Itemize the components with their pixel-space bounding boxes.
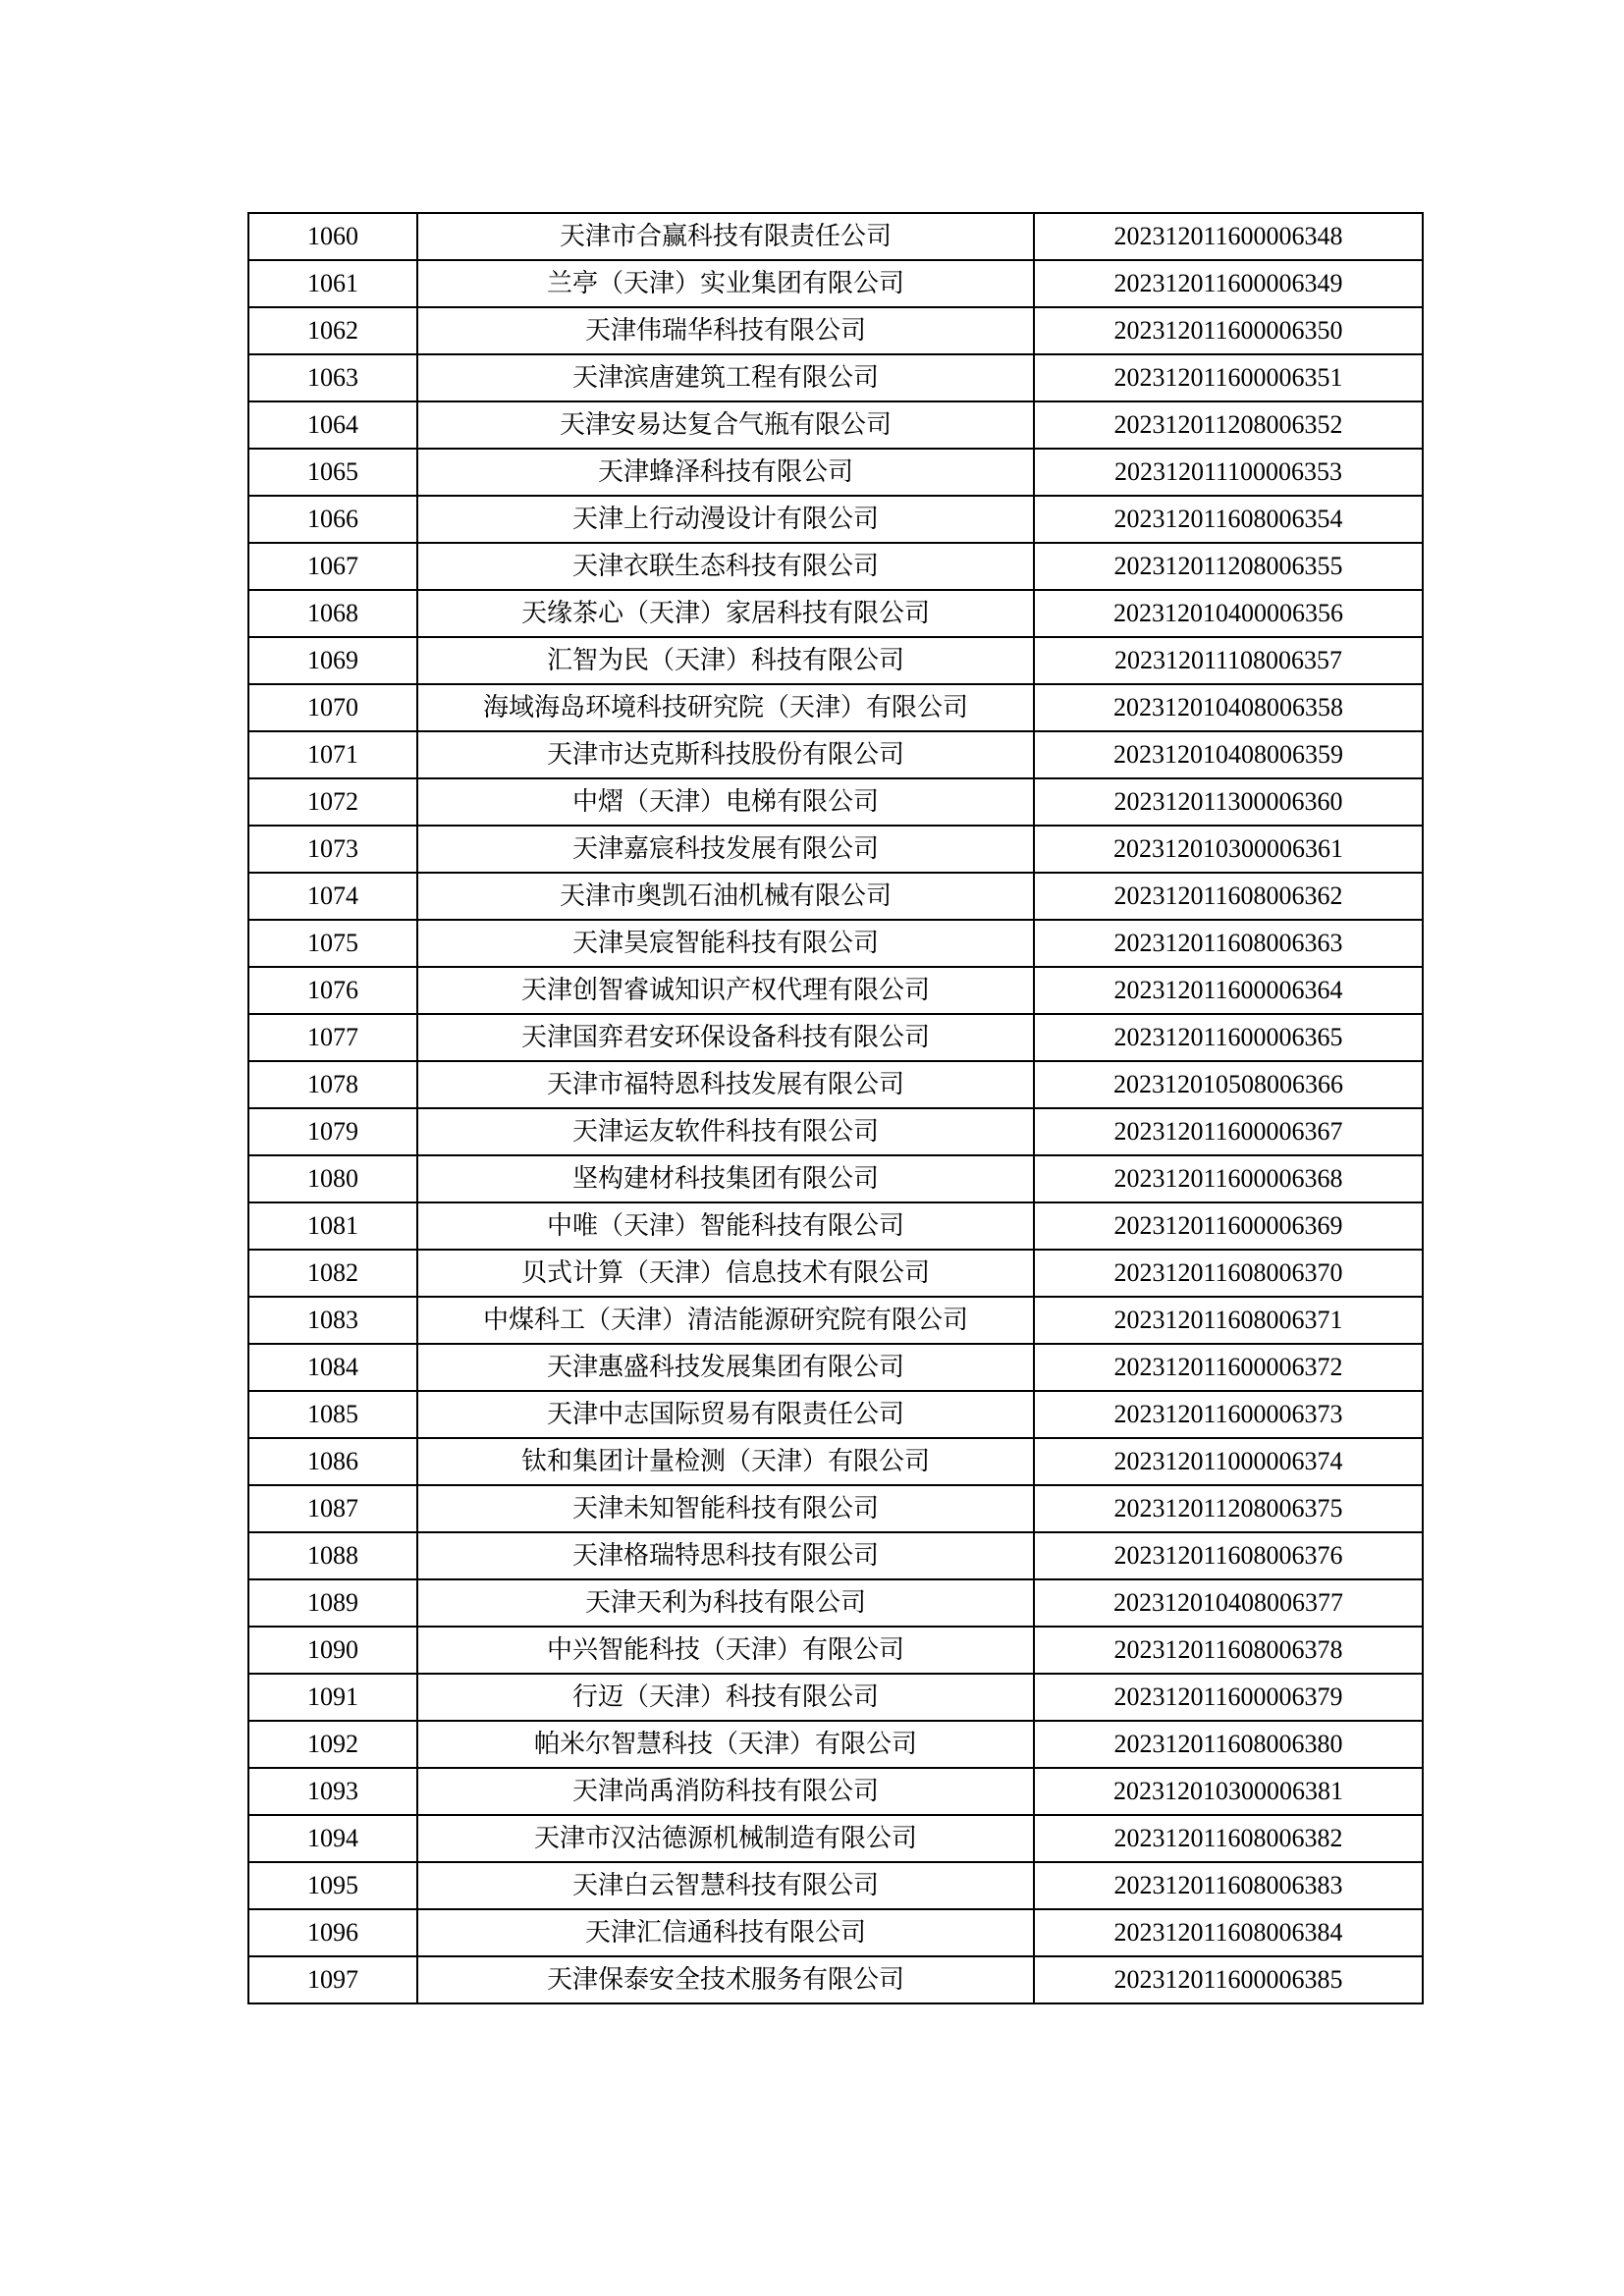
company-table — [247, 212, 1424, 2004]
registration-code-cell: 202312011600006349 — [1034, 260, 1423, 307]
row-index-cell: 1072 — [248, 778, 417, 826]
row-index-cell: 1064 — [248, 401, 417, 449]
row-index-cell: 1089 — [248, 1579, 417, 1627]
registration-code-cell: 202312011108006357 — [1034, 637, 1423, 684]
company-table-body — [248, 213, 1423, 2003]
company-name-cell: 天津国弈君安环保设备科技有限公司 — [417, 1014, 1034, 1061]
company-name-cell: 天津嘉宸科技发展有限公司 — [417, 826, 1034, 873]
company-name-cell: 海域海岛环境科技研究院（天津）有限公司 — [417, 684, 1034, 731]
registration-code-cell: 202312011608006378 — [1034, 1627, 1423, 1674]
table-row — [248, 1061, 1423, 1108]
registration-code-cell: 202312010400006356 — [1034, 590, 1423, 637]
table-row — [248, 1674, 1423, 1721]
row-index-cell: 1093 — [248, 1768, 417, 1815]
registration-code-cell: 202312011600006368 — [1034, 1155, 1423, 1202]
row-index-cell: 1088 — [248, 1532, 417, 1579]
table-row — [248, 778, 1423, 826]
registration-code-cell: 202312011608006371 — [1034, 1297, 1423, 1344]
row-index-cell: 1065 — [248, 449, 417, 496]
company-name-cell: 汇智为民（天津）科技有限公司 — [417, 637, 1034, 684]
row-index-cell: 1071 — [248, 731, 417, 778]
row-index-cell: 1094 — [248, 1815, 417, 1862]
registration-code-cell: 202312011608006376 — [1034, 1532, 1423, 1579]
row-index-cell: 1073 — [248, 826, 417, 873]
company-name-cell: 天津尚禹消防科技有限公司 — [417, 1768, 1034, 1815]
registration-code-cell: 202312011600006379 — [1034, 1674, 1423, 1721]
registration-code-cell: 202312011600006369 — [1034, 1202, 1423, 1250]
row-index-cell: 1066 — [248, 496, 417, 543]
company-name-cell: 天津创智睿诚知识产权代理有限公司 — [417, 967, 1034, 1014]
company-name-cell: 天津市汉沽德源机械制造有限公司 — [417, 1815, 1034, 1862]
table-row — [248, 1956, 1423, 2003]
company-name-cell: 帕米尔智慧科技（天津）有限公司 — [417, 1721, 1034, 1768]
table-row — [248, 731, 1423, 778]
row-index-cell: 1063 — [248, 354, 417, 401]
table-row — [248, 1768, 1423, 1815]
row-index-cell: 1068 — [248, 590, 417, 637]
table-row — [248, 1721, 1423, 1768]
company-name-cell: 天津市合赢科技有限责任公司 — [417, 213, 1034, 260]
company-name-cell: 天津白云智慧科技有限公司 — [417, 1862, 1034, 1909]
row-index-cell: 1061 — [248, 260, 417, 307]
company-name-cell: 中煤科工（天津）清洁能源研究院有限公司 — [417, 1297, 1034, 1344]
registration-code-cell: 202312011208006352 — [1034, 401, 1423, 449]
row-index-cell: 1090 — [248, 1627, 417, 1674]
table-row — [248, 1155, 1423, 1202]
company-name-cell: 天津昊宸智能科技有限公司 — [417, 920, 1034, 967]
table-row — [248, 967, 1423, 1014]
row-index-cell: 1087 — [248, 1485, 417, 1532]
table-row — [248, 637, 1423, 684]
registration-code-cell: 202312011608006354 — [1034, 496, 1423, 543]
company-name-cell: 行迈（天津）科技有限公司 — [417, 1674, 1034, 1721]
table-row — [248, 307, 1423, 354]
company-name-cell: 天津滨唐建筑工程有限公司 — [417, 354, 1034, 401]
company-name-cell: 天津市福特恩科技发展有限公司 — [417, 1061, 1034, 1108]
company-name-cell: 天津伟瑞华科技有限公司 — [417, 307, 1034, 354]
company-name-cell: 天津蜂泽科技有限公司 — [417, 449, 1034, 496]
table-row — [248, 1391, 1423, 1438]
row-index-cell: 1069 — [248, 637, 417, 684]
company-name-cell: 天津安易达复合气瓶有限公司 — [417, 401, 1034, 449]
registration-code-cell: 202312011100006353 — [1034, 449, 1423, 496]
company-name-cell: 中兴智能科技（天津）有限公司 — [417, 1627, 1034, 1674]
registration-code-cell: 202312010508006366 — [1034, 1061, 1423, 1108]
row-index-cell: 1081 — [248, 1202, 417, 1250]
table-row — [248, 1485, 1423, 1532]
company-name-cell: 天津保泰安全技术服务有限公司 — [417, 1956, 1034, 2003]
row-index-cell: 1074 — [248, 873, 417, 920]
table-row — [248, 826, 1423, 873]
table-row — [248, 1579, 1423, 1627]
table-row — [248, 1344, 1423, 1391]
row-index-cell: 1060 — [248, 213, 417, 260]
company-name-cell: 坚构建材科技集团有限公司 — [417, 1155, 1034, 1202]
table-row — [248, 543, 1423, 590]
table-row — [248, 1014, 1423, 1061]
registration-code-cell: 202312011608006370 — [1034, 1250, 1423, 1297]
registration-code-cell: 202312011600006350 — [1034, 307, 1423, 354]
registration-code-cell: 202312011208006355 — [1034, 543, 1423, 590]
registration-code-cell: 202312011608006362 — [1034, 873, 1423, 920]
registration-code-cell: 202312011600006385 — [1034, 1956, 1423, 2003]
company-name-cell: 中熠（天津）电梯有限公司 — [417, 778, 1034, 826]
table-row — [248, 401, 1423, 449]
row-index-cell: 1084 — [248, 1344, 417, 1391]
registration-code-cell: 202312010408006358 — [1034, 684, 1423, 731]
row-index-cell: 1092 — [248, 1721, 417, 1768]
table-row — [248, 590, 1423, 637]
company-name-cell: 钛和集团计量检测（天津）有限公司 — [417, 1438, 1034, 1485]
registration-code-cell: 202312011600006365 — [1034, 1014, 1423, 1061]
company-name-cell: 天津中志国际贸易有限责任公司 — [417, 1391, 1034, 1438]
row-index-cell: 1067 — [248, 543, 417, 590]
company-name-cell: 天津天利为科技有限公司 — [417, 1579, 1034, 1627]
row-index-cell: 1083 — [248, 1297, 417, 1344]
table-row — [248, 213, 1423, 260]
registration-code-cell: 202312011300006360 — [1034, 778, 1423, 826]
row-index-cell: 1080 — [248, 1155, 417, 1202]
registration-code-cell: 202312011600006373 — [1034, 1391, 1423, 1438]
table-row — [248, 1627, 1423, 1674]
table-row — [248, 1862, 1423, 1909]
registration-code-cell: 202312011600006364 — [1034, 967, 1423, 1014]
company-name-cell: 天津市达克斯科技股份有限公司 — [417, 731, 1034, 778]
table-row — [248, 873, 1423, 920]
table-row — [248, 1438, 1423, 1485]
company-name-cell: 天津汇信通科技有限公司 — [417, 1909, 1034, 1956]
table-row — [248, 684, 1423, 731]
registration-code-cell: 202312011608006383 — [1034, 1862, 1423, 1909]
table-row — [248, 1815, 1423, 1862]
row-index-cell: 1086 — [248, 1438, 417, 1485]
registration-code-cell: 202312010408006359 — [1034, 731, 1423, 778]
registration-code-cell: 202312011608006382 — [1034, 1815, 1423, 1862]
row-index-cell: 1097 — [248, 1956, 417, 2003]
table-row — [248, 1909, 1423, 1956]
table-row — [248, 1108, 1423, 1155]
registration-code-cell: 202312011600006372 — [1034, 1344, 1423, 1391]
registration-code-cell: 202312010300006361 — [1034, 826, 1423, 873]
registration-code-cell: 202312011600006351 — [1034, 354, 1423, 401]
registration-code-cell: 202312011608006363 — [1034, 920, 1423, 967]
table-row — [248, 1202, 1423, 1250]
row-index-cell: 1082 — [248, 1250, 417, 1297]
table-row — [248, 260, 1423, 307]
row-index-cell: 1078 — [248, 1061, 417, 1108]
row-index-cell: 1077 — [248, 1014, 417, 1061]
table-row — [248, 354, 1423, 401]
company-name-cell: 天津未知智能科技有限公司 — [417, 1485, 1034, 1532]
row-index-cell: 1070 — [248, 684, 417, 731]
table-row — [248, 1532, 1423, 1579]
row-index-cell: 1091 — [248, 1674, 417, 1721]
company-name-cell: 天津上行动漫设计有限公司 — [417, 496, 1034, 543]
registration-code-cell: 202312010408006377 — [1034, 1579, 1423, 1627]
table-row — [248, 449, 1423, 496]
row-index-cell: 1079 — [248, 1108, 417, 1155]
registration-code-cell: 202312011000006374 — [1034, 1438, 1423, 1485]
company-name-cell: 天津衣联生态科技有限公司 — [417, 543, 1034, 590]
table-row — [248, 496, 1423, 543]
registration-code-cell: 202312011600006348 — [1034, 213, 1423, 260]
table-row — [248, 920, 1423, 967]
registration-code-cell: 202312011208006375 — [1034, 1485, 1423, 1532]
registration-code-cell: 202312011600006367 — [1034, 1108, 1423, 1155]
company-name-cell: 贝式计算（天津）信息技术有限公司 — [417, 1250, 1034, 1297]
row-index-cell: 1062 — [248, 307, 417, 354]
row-index-cell: 1085 — [248, 1391, 417, 1438]
company-name-cell: 天津惠盛科技发展集团有限公司 — [417, 1344, 1034, 1391]
company-name-cell: 天缘茶心（天津）家居科技有限公司 — [417, 590, 1034, 637]
row-index-cell: 1095 — [248, 1862, 417, 1909]
row-index-cell: 1075 — [248, 920, 417, 967]
company-name-cell: 天津市奥凯石油机械有限公司 — [417, 873, 1034, 920]
company-name-cell: 兰亭（天津）实业集团有限公司 — [417, 260, 1034, 307]
registration-code-cell: 202312011608006384 — [1034, 1909, 1423, 1956]
table-row — [248, 1250, 1423, 1297]
registration-code-cell: 202312010300006381 — [1034, 1768, 1423, 1815]
table-row — [248, 1297, 1423, 1344]
company-name-cell: 天津运友软件科技有限公司 — [417, 1108, 1034, 1155]
company-name-cell: 中唯（天津）智能科技有限公司 — [417, 1202, 1034, 1250]
row-index-cell: 1096 — [248, 1909, 417, 1956]
registration-code-cell: 202312011608006380 — [1034, 1721, 1423, 1768]
company-name-cell: 天津格瑞特思科技有限公司 — [417, 1532, 1034, 1579]
row-index-cell: 1076 — [248, 967, 417, 1014]
